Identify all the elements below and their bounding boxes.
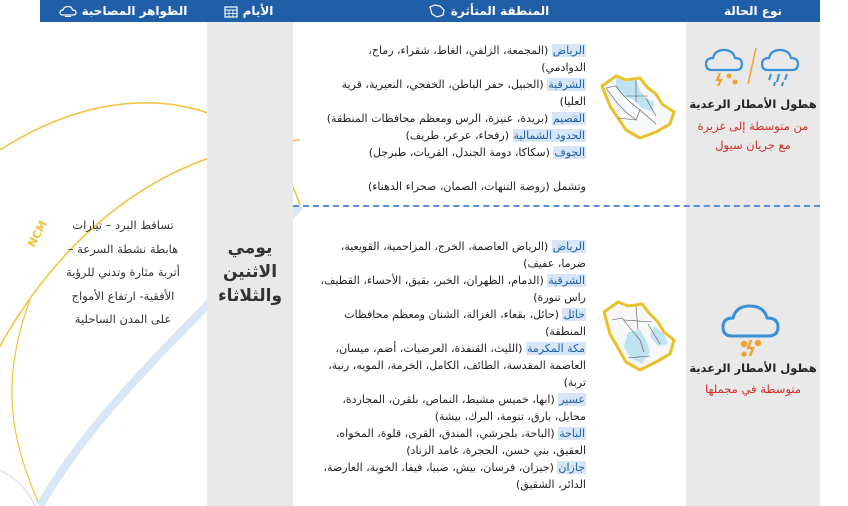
- phenomena-line-2: هابطة نشطة السرعة –: [67, 241, 179, 256]
- region-cities: (سكاكا، دومة الجندل، القريات، طبرجل): [368, 146, 554, 159]
- hail-icon: [720, 300, 784, 358]
- region-line: [318, 238, 586, 255]
- region-cities: الدوادمي): [541, 61, 586, 74]
- region-name: جازان: [558, 461, 585, 474]
- region-line: [318, 374, 586, 391]
- region-cities: العليا): [559, 95, 586, 108]
- header-region-label: المنطقة المتأثرة: [450, 4, 550, 18]
- region-cities: (الرياض العاصمة، الخرج، المزاحمية، القويعية،: [340, 240, 552, 253]
- phenomena-text: [40, 214, 206, 332]
- row1-type-sub1: من متوسطة إلى غزيرة: [697, 119, 809, 133]
- map-outline-icon: [428, 4, 446, 18]
- header-region: [291, 0, 686, 22]
- header-type-label: نوع الحالة: [724, 4, 782, 18]
- region-line: [318, 408, 586, 425]
- region-line: [318, 323, 586, 340]
- region-cities: (الجبيل، حفر الباطن، الخفجي، النعيرية، قرية: [341, 78, 548, 91]
- region-line: [318, 272, 586, 289]
- region-line: [318, 306, 586, 323]
- saudi-map-row2: [598, 296, 678, 376]
- row2-type-title: هطول الأمطار الرعدية: [689, 361, 817, 375]
- region-line: [318, 476, 586, 493]
- row2-type-sub1: متوسطة في مجملها: [704, 382, 802, 396]
- region-line: [318, 76, 586, 93]
- region-cities: محايل، بارق، تنومة، البرك، بيشة): [434, 410, 586, 423]
- region-line: [318, 442, 586, 459]
- region-cities: (الدمام، الظهران، الخبر، بقيق، الأحساء، القطيف،: [320, 274, 548, 287]
- region-line: [318, 425, 586, 442]
- table-header: [40, 0, 820, 22]
- region-cities: (المجمعة، الزلفي، الغاط، شقراء، رماح،: [368, 44, 552, 57]
- days-line-2: الاثنين: [222, 262, 278, 282]
- days-label: [207, 236, 293, 308]
- region-cities: راس تنورة): [533, 291, 586, 304]
- region-line: [318, 42, 586, 59]
- region-cities: تربة): [563, 376, 586, 389]
- region-cities: (الباحة، بلجرشي، المندق، القرى، قلوة، المخواه،: [335, 427, 559, 440]
- region-line-also: وتشمل (روضة التنهات، الصمان، صحراء الدهناء): [367, 180, 586, 193]
- region-line: [318, 110, 586, 127]
- region-name: الباحة: [559, 427, 585, 440]
- header-days: [206, 0, 291, 22]
- region-line: [318, 59, 586, 76]
- region-cities: (جيزان، فرسان، بيش، صبيا، فيفا، الخوبة، العارضة،: [323, 461, 558, 474]
- region-line: [318, 255, 586, 272]
- region-cities: العاصمة المقدسة، الطائف، الكامل، الخرمة، المويه، رنية،: [328, 359, 586, 372]
- region-cities: (الليث، القنفذة، العرضيات، أضم، ميسان،: [335, 342, 526, 355]
- header-days-label: الأيام: [242, 4, 274, 18]
- row1-regions: [318, 42, 586, 195]
- row1-type-title: هطول الأمطار الرعدية: [689, 97, 817, 111]
- row2-regions: [318, 238, 586, 493]
- region-name: الحدود الشمالية: [513, 129, 585, 142]
- region-cities: (رفحاء، عرعر، طريف): [405, 129, 513, 142]
- calendar-icon: [224, 5, 238, 18]
- region-line: [318, 289, 586, 306]
- region-cities: الدائر، الشقيق): [516, 478, 586, 491]
- region-name: مكة المكرمة: [526, 342, 585, 355]
- region-name: حائل: [563, 308, 585, 321]
- header-phenomena: [40, 0, 206, 22]
- phenomena-line-5: على المدن الساحلية: [74, 312, 172, 326]
- header-type: [686, 0, 820, 22]
- region-cities: (حائل، بقعاء، الغزالة، الشنان ومعظم محافظات: [344, 308, 563, 321]
- region-line: [318, 391, 586, 408]
- region-cities: المنطقة): [545, 325, 586, 338]
- region-cities: (بريدة، عنيزة، الرس ومعظم محافظات المنطقة): [326, 112, 552, 125]
- phenomena-line-3: أتربة مثارة وتدني للرؤية: [66, 265, 180, 279]
- region-cities: العقيق، بني حسن، الحجرة، غامد الزناد): [406, 444, 586, 457]
- ncm-watermark: NCM: [25, 218, 50, 250]
- region-name: الرياض: [552, 44, 585, 57]
- region-cities: (ابها، خميس مشيط، النماص، بلقرن، المجاردة،: [342, 393, 559, 406]
- region-line: [318, 459, 586, 476]
- header-phenomena-label: الظواهر المصاحبة: [81, 4, 188, 18]
- region-cities: ضرما، عفيف): [523, 257, 586, 270]
- row-divider: [293, 205, 820, 207]
- type-column: [686, 22, 820, 506]
- region-line: [318, 93, 586, 110]
- region-name: القصيم: [552, 112, 585, 125]
- cloud-icon: [59, 5, 77, 18]
- days-line-1: يومي: [227, 238, 273, 258]
- region-line: [318, 357, 586, 374]
- row1-type-sub2: مع جريان سيول: [715, 138, 791, 152]
- phenomena-line-4: الأفقية- ارتفاع الأمواج: [71, 288, 175, 303]
- saudi-map-row1: [596, 72, 678, 142]
- region-name: الرياض: [552, 240, 585, 253]
- region-name: الشرقية: [548, 274, 585, 287]
- region-line: [318, 127, 586, 144]
- thunderstorm-rain-icon: [704, 44, 804, 88]
- days-line-3: والثلاثاء: [217, 286, 283, 306]
- region-line: [318, 340, 586, 357]
- region-name: الشرقية: [548, 78, 585, 91]
- phenomena-line-1: تساقط البرد – تيارات: [72, 218, 174, 232]
- region-line: [318, 144, 586, 161]
- region-name: الجوف: [554, 146, 585, 159]
- region-name: عسير: [559, 393, 585, 406]
